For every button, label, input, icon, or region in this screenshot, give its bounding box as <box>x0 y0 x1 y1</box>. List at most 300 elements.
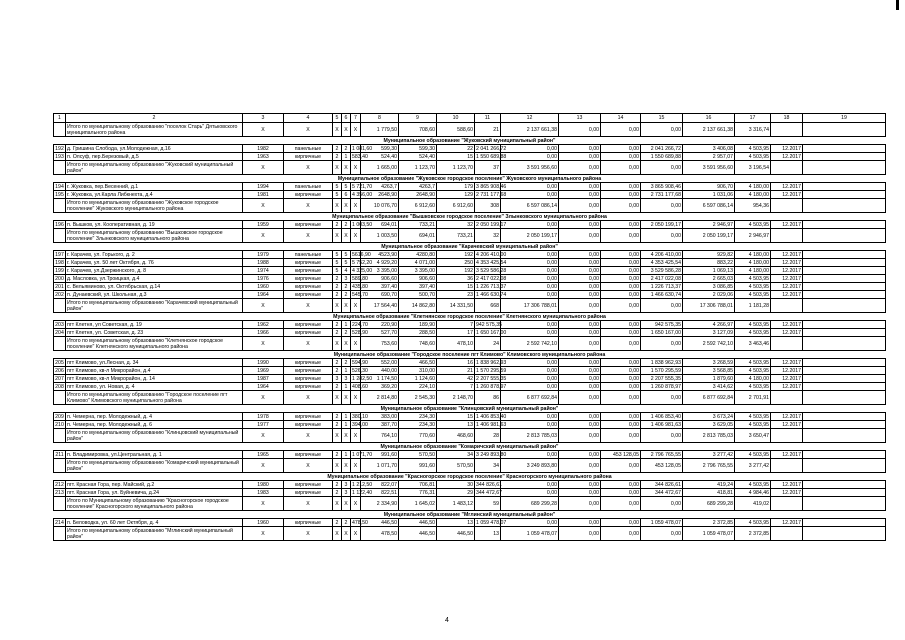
table-cell: 991,60 <box>399 459 437 473</box>
table-cell: 1 059 478,07 <box>501 527 559 541</box>
table-cell: 419,02 <box>735 497 771 511</box>
table-cell: 1 550 689,88 <box>641 153 683 161</box>
section-header-row <box>54 175 886 183</box>
section-title: Муниципальное образование "Жуковский муниципальный район" <box>383 137 556 144</box>
table-cell: 528,90 <box>352 329 368 336</box>
table-row <box>54 275 886 283</box>
table-cell: 2 <box>342 221 351 229</box>
table-row <box>54 413 886 421</box>
table-cell: 383,00 <box>361 413 399 421</box>
table-cell: 1 123,70 <box>437 161 475 175</box>
table-cell: 2 041 266,72 <box>641 145 683 153</box>
table-cell: X <box>342 459 351 473</box>
table-cell: Итого по муниципальному образованию "Жуковское городское поселение" Жуковского муниципального района <box>66 199 243 213</box>
table-cell: 2 <box>342 283 351 291</box>
table-cell: 466,50 <box>399 359 437 367</box>
table-cell: 2 <box>333 145 342 153</box>
table-cell: 1 406 981,63 <box>476 421 507 428</box>
table-cell: Итого по муниципальному образованию "Вышковское городское поселение" Злынковского муниципального района <box>66 229 243 243</box>
table-cell: 4 <box>342 267 351 275</box>
table-cell: 4 325,00 <box>352 267 373 274</box>
table-row <box>54 259 886 267</box>
table-cell <box>803 497 886 511</box>
table-cell: X <box>284 497 333 511</box>
table-cell: 0,00 <box>501 259 559 267</box>
table-cell: 418,81 <box>683 489 735 497</box>
table-cell: г. Карачев, ул. Горького, д. 2 <box>66 251 243 259</box>
table-cell: 310,00 <box>399 367 437 375</box>
table-cell: 0,00 <box>601 259 641 267</box>
table-cell: 1 081,60 <box>352 145 373 152</box>
table-cell: X <box>351 391 361 405</box>
table-cell: 1 <box>342 421 351 429</box>
table-cell <box>771 429 803 443</box>
table-cell: 3 629,05 <box>683 421 735 429</box>
column-number-row <box>54 114 886 123</box>
table-cell: 5 721,70 <box>352 183 373 190</box>
table-cell: 344 826,61 <box>476 481 502 488</box>
table-cell: 2 207 555,35 <box>641 375 683 383</box>
table-row <box>54 383 886 391</box>
table-cell: 34 <box>437 451 475 459</box>
table-cell: 2 137 661,38 <box>683 123 735 137</box>
table-cell: 15 <box>437 283 475 291</box>
table-cell: 0,00 <box>501 481 559 489</box>
table-cell: 2 545,30 <box>399 391 437 405</box>
table-cell: 2 <box>333 321 342 329</box>
table-cell: 3 316,74 <box>735 123 771 137</box>
table-cell: X <box>243 527 284 541</box>
table-cell: 4 180,00 <box>735 375 771 383</box>
section-header-row <box>54 473 886 481</box>
table-cell: 0,00 <box>559 527 601 541</box>
table-cell <box>54 391 66 405</box>
table-cell: 2 334,90 <box>361 497 399 511</box>
table-cell <box>803 123 886 137</box>
table-cell: Итого по муниципальному образованию "Городское поселение пгт Климово" Климовского муниципального района <box>66 391 243 405</box>
table-cell: 0,00 <box>559 321 601 329</box>
table-cell: 0,00 <box>601 123 641 137</box>
table-cell: 4 503,95 <box>735 451 771 459</box>
table-cell: 12.2017 <box>771 413 803 421</box>
table-cell: 3 <box>333 375 342 383</box>
table-row <box>54 375 886 383</box>
table-cell: д. Масловка, ул.Троицкая, д.4 <box>66 275 243 283</box>
table-cell: кирпичные <box>284 283 333 291</box>
table-cell: 1 059 478,07 <box>641 519 683 527</box>
table-cell: 224,70 <box>352 321 368 328</box>
table-cell: 0,00 <box>601 459 641 473</box>
table-cell: 2 <box>342 145 351 153</box>
table-row <box>54 489 886 497</box>
table-cell <box>803 299 886 313</box>
table-cell: 0,00 <box>501 329 559 337</box>
table-cell: 689 299,28 <box>683 497 735 511</box>
table-cell: X <box>333 229 342 243</box>
table-cell: 2 814,80 <box>361 391 399 405</box>
table-cell: 37 <box>475 161 501 175</box>
section-header-row <box>54 313 886 321</box>
table-cell: 500,70 <box>399 291 437 299</box>
table-cell: 4 353 425,54 <box>476 259 507 266</box>
table-cell <box>803 267 886 275</box>
table-cell: 1964 <box>243 383 284 391</box>
header-cell: 16 <box>683 114 735 123</box>
table-cell: 0,00 <box>601 519 641 527</box>
table-cell: 3 414,62 <box>683 383 735 391</box>
table-cell: 4 503,95 <box>735 291 771 299</box>
table-cell: 408,60 <box>352 383 368 390</box>
table-cell: X <box>284 229 333 243</box>
header-cell: 5 <box>333 114 342 123</box>
table-cell: Итого по муниципальному образованию "Клетнянское городское поселение" Клетнянского муниципального района <box>66 337 243 351</box>
table-cell: X <box>243 299 284 313</box>
table-cell: 1 071,70 <box>361 459 399 473</box>
table-cell: 206 <box>55 367 64 374</box>
table-cell: 2 731 177,68 <box>641 191 683 199</box>
table-cell: X <box>284 527 333 541</box>
table-cell: 212 <box>55 481 64 488</box>
housing-repair-table <box>53 113 886 541</box>
table-cell <box>803 451 886 459</box>
table-cell: 28 <box>475 429 501 443</box>
table-cell: 4 503,95 <box>735 367 771 375</box>
table-cell: 344 826,61 <box>641 481 683 489</box>
table-cell: 883,22 <box>683 259 735 267</box>
table-cell: 0,00 <box>559 145 601 153</box>
table-cell: 0,00 <box>601 183 641 191</box>
table-cell: 1 406 853,40 <box>641 413 683 421</box>
table-cell: 0,00 <box>559 267 601 275</box>
table-cell: 3 463,46 <box>735 337 771 351</box>
table-cell: 0,00 <box>601 291 641 299</box>
table-cell: 17 306 788,01 <box>501 299 559 313</box>
header-cell: 2 <box>66 114 243 123</box>
table-cell: 3 268,59 <box>683 359 735 367</box>
table-cell: 397,40 <box>399 283 437 291</box>
table-cell: 4 266,97 <box>683 321 735 329</box>
subtotal-row <box>54 527 886 541</box>
header-cell: 17 <box>735 114 771 123</box>
table-cell: панельные <box>284 251 333 259</box>
section-title: Муниципальное образование "Вышковское городское поселение" Злынковского муниципального района <box>332 213 607 220</box>
table-cell: 0,00 <box>559 391 601 405</box>
table-cell: 1981 <box>243 191 284 199</box>
table-cell: 4 503,95 <box>735 321 771 329</box>
table-cell: 2 <box>333 383 342 391</box>
section-title: Муниципальное образование "Мглинский муниципальный район" <box>383 511 556 518</box>
table-cell: 308 <box>475 199 501 213</box>
table-cell: 0,00 <box>601 221 641 229</box>
table-cell: 3 406,08 <box>683 145 735 153</box>
header-cell: 3 <box>243 114 284 123</box>
table-cell: 4263,7 <box>361 183 399 191</box>
table-cell <box>803 199 886 213</box>
table-cell: 2 813 785,03 <box>683 429 735 443</box>
table-cell: X <box>342 391 351 405</box>
table-cell: 12.2017 <box>771 183 803 191</box>
table-cell: X <box>284 429 333 443</box>
table-cell: 0,00 <box>559 329 601 337</box>
table-cell: 2 <box>333 329 342 337</box>
table-cell: 22 <box>437 145 475 153</box>
table-cell: 1979 <box>243 251 284 259</box>
table-cell <box>803 383 886 391</box>
table-cell: 5 <box>333 259 342 267</box>
table-cell: п. Дунаевский, ул. Школьная, д.3 <box>66 291 243 299</box>
table-cell: 380,10 <box>352 413 368 420</box>
table-cell: 189,90 <box>399 321 437 329</box>
table-cell: 3 277,42 <box>735 459 771 473</box>
table-cell: 59 <box>475 497 501 511</box>
table-cell: 1 650 167,00 <box>641 329 683 337</box>
table-cell: 344 472,67 <box>476 489 502 496</box>
table-cell: 234,30 <box>399 421 437 429</box>
table-cell: кирпичные <box>284 489 333 497</box>
table-cell: 193 <box>55 153 64 160</box>
table-cell: 0,00 <box>559 299 601 313</box>
table-cell: 1 550 689,88 <box>476 153 507 160</box>
table-cell: 12.2017 <box>771 145 803 153</box>
table-cell <box>803 519 886 527</box>
table-row <box>54 251 886 259</box>
table-cell: 1 406 853,40 <box>476 413 507 420</box>
table-cell: 4 353 425,54 <box>641 259 683 267</box>
table-cell: 0,00 <box>501 183 559 191</box>
table-cell: 0,00 <box>601 299 641 313</box>
table-cell: 7 <box>437 321 475 329</box>
table-cell: кирпичные <box>284 383 333 391</box>
table-cell: 0,00 <box>559 153 601 161</box>
table-cell: 446,50 <box>437 527 475 541</box>
table-cell: п. Вышков, ул. Кооперативная, д. 19 <box>66 221 243 229</box>
table-cell: 733,21 <box>399 221 437 229</box>
table-cell <box>803 413 886 421</box>
table-cell: 0,00 <box>641 229 683 243</box>
table-cell: Итого по муниципальному образованию "Карачевский муниципальный район" <box>66 299 243 313</box>
table-cell: X <box>351 337 361 351</box>
table-cell: 1982 <box>243 145 284 153</box>
table-cell: 1 003,50 <box>361 229 399 243</box>
table-cell: X <box>243 337 284 351</box>
table-cell: 3 <box>342 375 351 383</box>
table-cell: X <box>342 161 351 175</box>
table-cell <box>803 229 886 243</box>
table-cell: 478,50 <box>352 519 368 526</box>
table-cell <box>54 497 66 511</box>
table-cell: пгт Климово, кв-л Микрорайон, д. 14 <box>66 375 243 383</box>
header-cell: 12 <box>501 114 559 123</box>
table-cell: 0,00 <box>559 183 601 191</box>
table-cell: кирпичные <box>284 191 333 199</box>
table-cell: 14 862,80 <box>399 299 437 313</box>
table-cell: 4 503,95 <box>735 153 771 161</box>
section-title: Муниципальное образование "Жуковское городское поселение" Жуковского муниципального района <box>337 175 602 182</box>
table-cell: 1960 <box>243 283 284 291</box>
table-cell <box>803 375 886 383</box>
table-cell: 4 503,95 <box>735 145 771 153</box>
table-row <box>54 359 886 367</box>
section-title: Муниципальное образование "Комаричский муниципальный район" <box>380 443 559 450</box>
table-cell: 0,00 <box>601 267 641 275</box>
table-cell: 2 050 199,17 <box>641 221 683 229</box>
table-cell: 387,70 <box>361 421 399 429</box>
table-cell: X <box>284 337 333 351</box>
table-cell: 0,00 <box>559 275 601 283</box>
subtotal-row <box>54 391 886 405</box>
table-cell: 4 503,95 <box>735 383 771 391</box>
table-cell: 0,00 <box>559 251 601 259</box>
table-cell: 6 <box>342 191 351 199</box>
table-cell: 0,00 <box>601 153 641 161</box>
table-cell <box>803 421 886 429</box>
table-cell: 0,00 <box>559 229 601 243</box>
table-cell: X <box>342 497 351 511</box>
table-cell: 0,00 <box>601 489 641 497</box>
table-cell: 2 592 742,10 <box>501 337 559 351</box>
table-cell <box>771 229 803 243</box>
table-cell: 2 665,03 <box>683 275 735 283</box>
table-cell: 0,00 <box>559 337 601 351</box>
subtotal-row <box>54 161 886 175</box>
table-cell: 200 <box>55 275 64 282</box>
table-cell <box>803 359 886 367</box>
table-cell: 991,60 <box>361 451 399 459</box>
table-cell <box>54 527 66 541</box>
table-cell: 0,00 <box>501 383 559 391</box>
table-cell: 1969 <box>243 367 284 375</box>
table-cell <box>803 337 886 351</box>
table-cell: 4280,80 <box>399 251 437 259</box>
table-cell: 435,80 <box>352 283 368 290</box>
table-cell: X <box>243 229 284 243</box>
table-cell: 0,00 <box>559 123 601 137</box>
header-cell: 6 <box>342 114 351 123</box>
table-cell: X <box>342 229 351 243</box>
header-cell: 11 <box>475 114 501 123</box>
table-cell: 15 <box>437 413 475 421</box>
table-cell: панельные <box>284 145 333 153</box>
table-cell: 24 <box>475 337 501 351</box>
table-cell: 207 <box>55 375 64 382</box>
table-cell <box>54 459 66 473</box>
table-cell: 0,00 <box>601 329 641 337</box>
table-cell <box>54 337 66 351</box>
table-row <box>54 291 886 299</box>
table-cell: 369,20 <box>361 383 399 391</box>
table-cell: 0,00 <box>559 489 601 497</box>
table-cell: 3 650,47 <box>735 429 771 443</box>
table-cell: 588,60 <box>437 123 475 137</box>
table-cell: 397,40 <box>361 283 399 291</box>
header-cell: 7 <box>351 114 361 123</box>
table-cell: 599,30 <box>399 145 437 153</box>
table-cell: 3 127,09 <box>683 329 735 337</box>
table-cell: 1988 <box>243 259 284 267</box>
table-cell: 12.2017 <box>771 251 803 259</box>
section-title: Муниципальное образование "Городское поселение пгт Климово" Климовского муниципального района <box>333 351 606 358</box>
table-cell: 2 <box>333 221 342 229</box>
table-cell: 0,00 <box>559 191 601 199</box>
table-cell: кирпичные <box>284 359 333 367</box>
table-cell: 12.2017 <box>771 267 803 275</box>
table-cell: 0,00 <box>601 413 641 421</box>
table-cell: 2 <box>342 329 351 337</box>
table-cell: 446,50 <box>361 519 399 527</box>
table-cell: 1977 <box>243 421 284 429</box>
table-cell: п. Владимировка, ул.Центральная, д. 1 <box>66 451 243 459</box>
header-cell: 19 <box>803 114 886 123</box>
table-cell: 199 <box>55 267 64 274</box>
scan-edge-mark <box>896 0 899 10</box>
table-cell: 12.2017 <box>771 359 803 367</box>
table-cell: 4 180,00 <box>735 259 771 267</box>
table-cell: 0,00 <box>501 375 559 383</box>
section-header-row <box>54 511 886 519</box>
table-cell: панельные <box>284 183 333 191</box>
table-cell: 3 591 956,60 <box>683 161 735 175</box>
table-cell <box>771 497 803 511</box>
table-row <box>54 321 886 329</box>
table-cell: 0,00 <box>641 299 683 313</box>
table-cell <box>803 459 886 473</box>
table-cell <box>803 283 886 291</box>
table-cell: 1 031,06 <box>683 191 735 199</box>
table-cell: 15 <box>437 153 475 161</box>
table-cell: 6 912,60 <box>437 199 475 213</box>
table-cell: 1962 <box>243 321 284 329</box>
table-cell: 446,50 <box>399 519 437 527</box>
table-cell: X <box>351 123 361 137</box>
table-cell: 6 597 086,14 <box>683 199 735 213</box>
table-cell: 5 <box>333 191 342 199</box>
table-cell: 2 <box>333 481 342 489</box>
table-cell: X <box>243 123 284 137</box>
table-cell: 192 <box>55 145 64 152</box>
table-cell: 4 206 410,00 <box>476 251 507 258</box>
table-row <box>54 481 886 489</box>
table-cell: 0,00 <box>559 359 601 367</box>
table-cell: 1965 <box>243 451 284 459</box>
table-cell: 942 575,35 <box>641 321 683 329</box>
table-cell <box>803 527 886 541</box>
table-cell: 0,00 <box>641 497 683 511</box>
table-cell: X <box>333 391 342 405</box>
table-cell: 3 395,00 <box>399 267 437 275</box>
table-cell: 1987 <box>243 375 284 383</box>
table-cell: 708,60 <box>399 123 437 137</box>
table-cell: 770,60 <box>399 429 437 443</box>
subtotal-row <box>54 123 886 137</box>
table-cell: 12.2017 <box>771 275 803 283</box>
table-cell <box>803 329 886 337</box>
table-cell: 0,00 <box>559 383 601 391</box>
table-cell <box>803 259 886 267</box>
table-cell: 2 <box>333 421 342 429</box>
table-cell: пгт Климово, ул. Новая, д. 4 <box>66 383 243 391</box>
table-cell: 201 <box>55 283 64 290</box>
table-cell: 1 838 962,93 <box>641 359 683 367</box>
table-cell: 753,60 <box>361 337 399 351</box>
table-cell: 0,00 <box>501 191 559 199</box>
table-cell: 1 570 295,59 <box>641 367 683 375</box>
table-cell: кирпичные <box>284 421 333 429</box>
section-header-row <box>54 213 886 221</box>
table-cell: 4 503,95 <box>735 413 771 421</box>
table-cell: 5 <box>342 259 351 267</box>
table-cell: 1959 <box>243 221 284 229</box>
table-cell: 197 <box>55 251 64 258</box>
